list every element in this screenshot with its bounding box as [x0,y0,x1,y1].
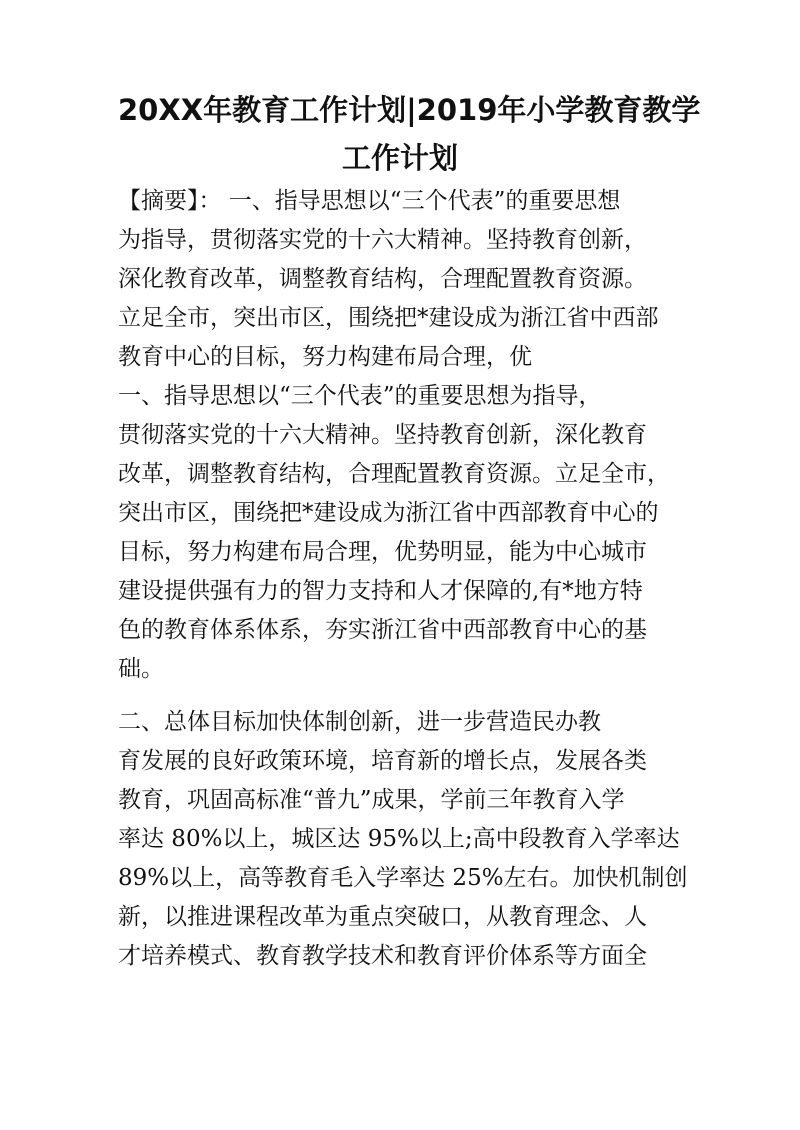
paragraph-line: 建设提供强有力的智力支持和人才保障的,有*地方特 [118,578,643,604]
paragraph-line: 一、指导思想以“三个代表”的重要思想为指导， [118,383,602,409]
paragraph-line: 率达 80%以上，城区达 95%以上;高中段教育入学率达 [118,826,680,852]
summary-line: 深化教育改革，调整教育结构，合理配置教育资源。 [118,266,647,292]
paragraph-line: 突出市区，围绕把*建设成为浙江省中西部教育中心的 [118,500,659,526]
summary-line: 教育中心的目标，努力构建布局合理，优 [118,344,532,370]
summary-paragraph [118,182,682,377]
paragraph-line: 育发展的良好政策环境，培育新的增长点，发展各类 [118,748,647,774]
paragraph-line: 础。 [118,656,164,682]
summary-line: 立足全市，突出市区，围绕把*建设成为浙江省中西部 [118,305,659,331]
title-line-2: 工作计划 [341,141,458,175]
document-title [118,86,701,182]
guiding-ideology-paragraph [118,377,682,689]
summary-line: 为指导，贯彻落实党的十六大精神。坚持教育创新， [118,227,647,253]
overall-goal-paragraph [118,703,688,976]
paragraph-line: 色的教育体系体系，夯实浙江省中西部教育中心的基 [118,617,647,643]
paragraph-line: 89%以上，高等教育毛入学率达 25%左右。加快机制创 [118,865,688,891]
paragraph-line: 改革，调整教育结构，合理配置教育资源。立足全市， [118,461,670,487]
paragraph-line: 目标，努力构建布局合理，优势明显，能为中心城市 [118,539,647,565]
paragraph-line: 新，以推进课程改革为重点突破口，从教育理念、人 [118,904,647,930]
paragraph-line: 才培养模式、教育教学技术和教育评价体系等方面全 [118,943,647,969]
paragraph-line: 二、总体目标加快体制创新，进一步营造民办教 [118,709,601,735]
title-line-1: 20XX年教育工作计划|2019年小学教育教学 [118,93,701,127]
paragraph-line: 教育，巩固高标准“普九”成果，学前三年教育入学 [118,787,625,813]
paragraph-line: 贯彻落实党的十六大精神。坚持教育创新，深化教育 [118,422,647,448]
summary-line: 【摘要】： 一、指导思想以“三个代表”的重要思想 [118,188,621,214]
